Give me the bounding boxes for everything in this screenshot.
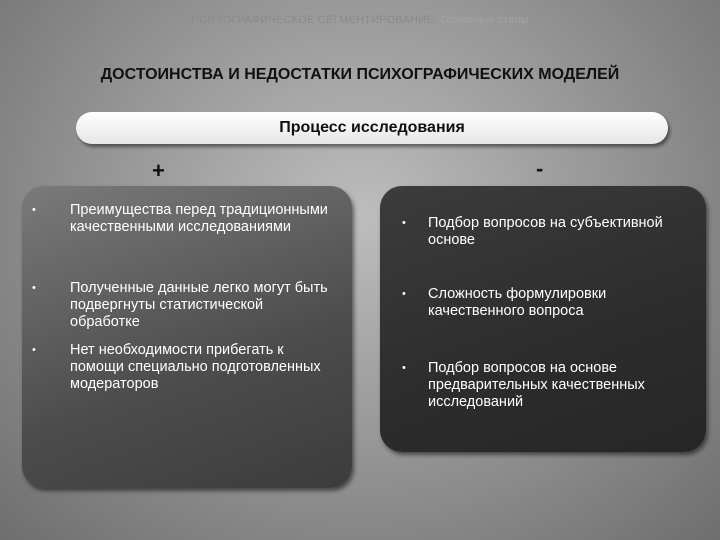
bullet: • (402, 362, 406, 374)
slide-header-small (0, 14, 720, 26)
pros-panel (22, 186, 352, 488)
bullet: • (32, 344, 36, 356)
pros-item-text: Нет необходимости прибегать к помощи специально подготовленных модераторов (70, 342, 321, 392)
bullet: • (32, 282, 36, 294)
bullet: • (402, 288, 406, 300)
pros-sign: + (152, 158, 165, 183)
bullet: • (32, 204, 36, 216)
cons-item-text: Сложность формулировки качественного вопроса (428, 286, 607, 319)
cons-sign: - (536, 156, 544, 181)
cons-item-text: Подбор вопросов на субъективной основе (428, 215, 663, 248)
cons-item-text: Подбор вопросов на основе предварительных качественных исследований (428, 360, 645, 410)
process-bar (76, 112, 668, 144)
header-small-title: ПСИХОГРАФИЧЕСКОЕ СЕГМЕНТИРОВАНИЕ. (191, 14, 438, 26)
cons-panel (380, 186, 706, 452)
process-label: Процесс исследования (279, 119, 465, 136)
slide-title: ДОСТОИНСТВА И НЕДОСТАТКИ ПСИХОГРАФИЧЕСКИХ МОДЕЛЕЙ (100, 66, 620, 83)
header-small-title-rest: Основные этапы (437, 14, 529, 26)
pros-item-text: Полученные данные легко могут быть подвергнуты статистической обработке (70, 280, 328, 330)
bullet: • (402, 217, 406, 229)
pros-item-text: Преимущества перед традиционными качественными исследованиями (70, 202, 328, 235)
